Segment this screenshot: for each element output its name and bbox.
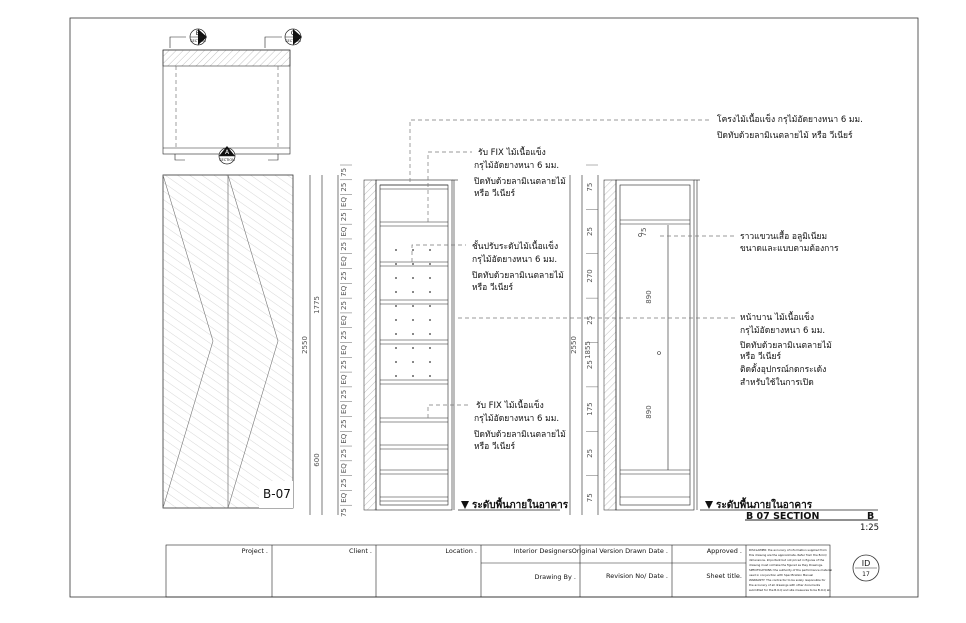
shelf-pin <box>429 305 431 307</box>
section-c-dim: 25 <box>586 360 594 370</box>
section-b-dim: 25 <box>340 271 348 281</box>
section-b-dim: EQ <box>340 374 348 385</box>
note-3-line-2: กรุไม้อัดยางหนา 6 มม. <box>474 414 560 424</box>
shelf-pin <box>395 249 397 251</box>
disclaimer-line: the accuracy of all drawings with other documents <box>749 583 821 587</box>
shelf-pin <box>395 347 397 349</box>
section-title-letter: B <box>867 511 875 522</box>
note-3-line-4: หรือ วีเนียร์ <box>474 442 516 452</box>
shelf-pin <box>395 333 397 335</box>
shelf-pin <box>412 347 414 349</box>
shelf-pin <box>412 291 414 293</box>
badge-id: ID <box>861 559 871 568</box>
annotation-notes <box>472 113 863 452</box>
shelf-pin <box>429 333 431 335</box>
section-marker-c <box>265 29 302 48</box>
section-b-dim: EQ <box>340 344 348 355</box>
section-b-dim: 25 <box>340 182 348 192</box>
note-5-line-2: ขนาดและแบบตามต้องการ <box>740 244 839 254</box>
front-elevation <box>163 175 293 508</box>
note-6-line-2: กรุไม้อัดยางหนา 6 มม. <box>740 326 826 336</box>
tb-original-version: Original Version Drawn Date . <box>571 547 668 555</box>
section-b-dim: EQ <box>340 492 348 503</box>
note-5-line-1: ราวแขวนเสื้อ อลูมิเนียม <box>740 232 828 242</box>
disclaimer-line: dimensions. Important but not priced in figures of the <box>749 558 825 562</box>
shelf-pin <box>412 277 414 279</box>
note-1-line-3: ปิดทับด้วยลามิเนตลายไม้ <box>474 177 566 187</box>
shelf-pin <box>412 361 414 363</box>
shelf-pin <box>412 375 414 377</box>
note-4-line-2: ปิดทับด้วยลามิเนตลายไม้ หรือ วีเนียร์ <box>717 131 853 141</box>
section-c-dim: 25 <box>586 448 594 458</box>
section-c-total: 2550 <box>570 336 578 354</box>
shelf-pin <box>395 361 397 363</box>
shelf-pin <box>429 361 431 363</box>
section-marker-a <box>219 146 235 164</box>
section-b-dim: EQ <box>340 463 348 474</box>
section-c-dim: 25 <box>586 227 594 237</box>
section-b-dims <box>340 165 352 517</box>
disclaimer-line: used in conjunction with Specification Manual <box>749 573 814 577</box>
leader-lines <box>410 120 736 418</box>
section-b-dim: EQ <box>340 433 348 444</box>
section-b-dim: EQ <box>340 315 348 326</box>
shelf-pin <box>395 305 397 307</box>
shelf-pin <box>395 263 397 265</box>
disclaimer-line: DISCLAIMER: the accuracy of information supplied from <box>749 548 827 552</box>
section-b-dim: 25 <box>340 389 348 399</box>
shelf-pin <box>395 277 397 279</box>
note-2-line-1: ชั้นปรับระดับไม้เนื้อแข็ง <box>472 242 559 252</box>
note-6-line-3: ปิดทับด้วยลามิเนตลายไม้ <box>740 341 832 351</box>
plan-view <box>163 29 302 164</box>
shelf-pin <box>429 249 431 251</box>
note-1-line-2: กรุไม้อัดยางหนา 6 มม. <box>474 161 560 171</box>
tb-revision: Revision No/ Date . <box>606 572 668 580</box>
section-b-floor-label: ระดับพื้นภายในอาคาร <box>472 500 569 511</box>
section-c-dim: 175 <box>586 402 594 416</box>
shelf-pin <box>412 249 414 251</box>
note-6-line-4: หรือ วีเนียร์ <box>740 352 782 362</box>
disclaimer-line: SPECIFICATIONS: the authority of the performance material <box>749 568 833 572</box>
shelf-pin <box>429 319 431 321</box>
section-c-dim: 75 <box>586 493 594 503</box>
door-dim-upper: 890 <box>645 290 653 304</box>
tb-sheet-title: Sheet title. <box>706 572 742 580</box>
title-block <box>166 545 879 597</box>
section-b <box>301 165 569 517</box>
id-badge-icon <box>853 555 879 581</box>
section-b-dim: EQ <box>340 226 348 237</box>
note-2-line-4: หรือ วีเนียร์ <box>472 283 514 293</box>
section-c-dims <box>586 165 598 502</box>
note-2-line-2: กรุไม้อัดยางหนา 6 มม. <box>472 255 558 265</box>
marker-a-sub: SECTION <box>219 158 235 162</box>
section-c-floor-label: ระดับพื้นภายในอาคาร <box>716 500 813 511</box>
shelf-pin <box>395 291 397 293</box>
shelf-lines <box>380 185 448 501</box>
section-b-dim: 25 <box>340 241 348 251</box>
note-6-line-6: สำหรับใช้ในการเปิด <box>740 378 814 388</box>
marker-b-sub: SECTION <box>190 39 206 43</box>
door-dim-top: 75 <box>640 227 648 237</box>
section-b-upper: 1775 <box>313 296 321 314</box>
shelf-pin <box>412 305 414 307</box>
door-dim-lower: 890 <box>645 405 653 419</box>
shelf-pin <box>429 263 431 265</box>
section-b-total: 2550 <box>301 336 309 354</box>
section-b-dim: EQ <box>340 256 348 267</box>
note-4-line-1: โครงไม้เนื้อแข็ง กรุไม้อัดยางหนา 6 มม. <box>717 115 863 125</box>
note-3-line-1: รับ FIX ไม้เนื้อแข็ง <box>476 401 544 411</box>
marker-c-letter: C <box>290 29 296 37</box>
marker-c-sub: SECTION <box>285 39 301 43</box>
section-c-dim: 270 <box>586 269 594 283</box>
disclaimer-line: this drawing are the approximate. Refer from the B.O.Q <box>749 553 827 557</box>
shelf-pin <box>429 347 431 349</box>
tb-client: Client . <box>349 547 372 555</box>
section-b-dim: EQ <box>340 285 348 296</box>
section-b-dim: 25 <box>340 448 348 458</box>
note-2-line-3: ปิดทับด้วยลามิเนตลายไม้ <box>472 271 564 281</box>
section-b-dim: 25 <box>340 330 348 340</box>
tb-location: Location . <box>445 547 477 555</box>
section-b-dim: 75 <box>340 167 348 177</box>
shelf-pin <box>412 263 414 265</box>
shelf-pin <box>412 333 414 335</box>
badge-number: 17 <box>862 571 870 578</box>
tb-interior-designers: Interior Designers . <box>513 547 576 555</box>
shelf-pin <box>429 291 431 293</box>
section-b-dim: 25 <box>340 212 348 222</box>
section-b-dim: EQ <box>340 404 348 415</box>
note-6-line-5: ติดตั้งอุปกรณ์กดกระเด้ง <box>740 365 827 375</box>
section-b-dim: 25 <box>340 419 348 429</box>
section-marker-b <box>170 29 207 48</box>
shelf-pin <box>395 319 397 321</box>
note-1-line-1: รับ FIX ไม้เนื้อแข็ง <box>478 148 546 158</box>
tb-project: Project . <box>241 547 268 555</box>
shelf-pin <box>429 375 431 377</box>
note-3-line-3: ปิดทับด้วยลามิเนตลายไม้ <box>474 430 566 440</box>
note-6-line-1: หน้าบาน ไม้เนื้อแข็ง <box>740 313 815 323</box>
disclaimer-line: drawing must not take the figured as they Drawings. <box>749 563 823 567</box>
section-b-dim: 25 <box>340 360 348 370</box>
section-b-lower: 600 <box>313 453 321 467</box>
section-c <box>570 165 879 533</box>
tb-disclaimer <box>749 548 832 592</box>
tb-drawing-by: Drawing By . <box>534 573 576 581</box>
shelf-pin <box>412 319 414 321</box>
note-1-line-4: หรือ วีเนียร์ <box>474 189 516 199</box>
disclaimer-line: WARRANTY: The contractor to be solely responsible for <box>749 578 826 582</box>
section-title: B 07 SECTION <box>746 511 820 522</box>
marker-a-letter: A <box>224 149 230 156</box>
section-c-mid: 1855 <box>584 341 592 359</box>
section-b-dim: 75 <box>340 508 348 518</box>
section-b-dim: 25 <box>340 478 348 488</box>
elevation-label: B-07 <box>263 487 291 501</box>
section-scale: 1:25 <box>860 523 880 533</box>
shelf-pin <box>429 277 431 279</box>
section-c-dim: 75 <box>586 182 594 192</box>
disclaimer-line: submitted for the B.O.Q and site measures to be B.O.Q all. <box>749 588 831 592</box>
shelf-pin <box>395 375 397 377</box>
marker-b-letter: B <box>195 29 201 37</box>
section-c-dim: 25 <box>586 315 594 325</box>
section-b-dim: EQ <box>340 197 348 207</box>
section-b-dim: 25 <box>340 301 348 310</box>
tb-approved: Approved . <box>706 547 742 555</box>
